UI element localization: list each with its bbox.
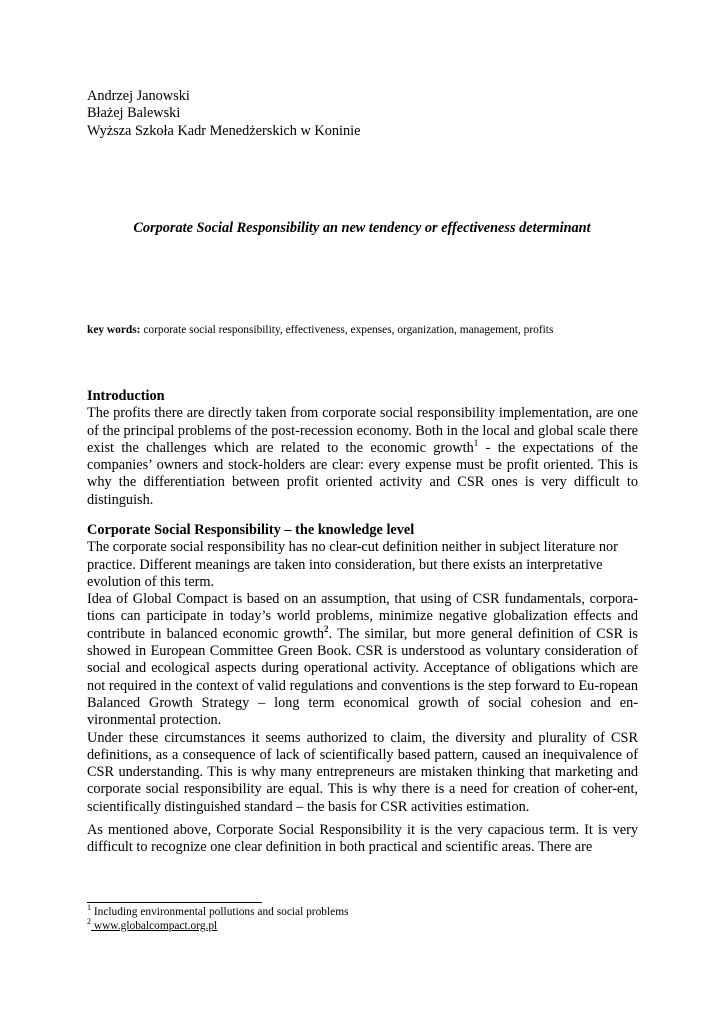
csr-heading: Corporate Social Responsibility – the knowledge level xyxy=(87,522,415,538)
keywords-text: corporate social responsibility, effectiveness, expenses, organization, management, profits xyxy=(140,324,554,336)
csr-paragraph-3: Under these circumstances it seems authorized to claim, the diversity and plurality of CSR definitions, as a consequence of lack of scientifically based pattern, caused an inequivalence of CSR understanding. This is why many entrepreneurs are mistaken thinking that marketing and corporate social responsibility are equal. This is why there is a need for creation of coher-ent, scientifically distinguished standard – the basis for CSR activities estimation. xyxy=(87,729,638,815)
csr-paragraph-1: The corporate social responsibility has no clear-cut definition neither in subject literature nor practice. Different meanings are taken into consideration, but there exists an interpretative evolution of this term. xyxy=(87,539,618,590)
footnote-2 xyxy=(87,916,638,934)
introduction-heading: Introduction xyxy=(87,388,165,404)
author-block xyxy=(87,88,638,140)
footnote-text: Including environmental pollutions and social problems xyxy=(91,906,349,918)
author-name: Andrzej Janowski xyxy=(87,88,190,104)
footnote-number: 2 xyxy=(87,916,91,926)
author-affiliation: Wyższa Szkoła Kadr Menedżerskich w Koninie xyxy=(87,122,361,139)
csr-section xyxy=(87,522,638,816)
paragraph-text: The profits there are directly taken from corporate social responsibility implementation, are one of the principal problems of the post-recession economy. Both in the local and global scale there exist the challenges which are related to the economic growth xyxy=(87,405,638,456)
footnotes xyxy=(87,903,638,933)
keywords-label: key words: xyxy=(87,324,141,336)
author-name: Błażej Balewski xyxy=(87,105,181,122)
csr-paragraph-2 xyxy=(87,591,638,729)
paper-title: Corporate Social Responsibility an new tendency or effectiveness determinant xyxy=(133,220,591,236)
footnote-1 xyxy=(87,903,638,920)
introduction-section xyxy=(87,388,638,509)
introduction-paragraph xyxy=(87,405,638,509)
footnote-number: 1 xyxy=(87,903,91,913)
closing-paragraph: As mentioned above, Corporate Social Responsibility it is the very capacious term. It is very difficult to recognize one clear definition in both practical and scientific areas. There are xyxy=(87,822,638,856)
keywords-line xyxy=(87,322,638,339)
footnote-ref[interactable]: 2 xyxy=(324,624,329,635)
footnote-divider xyxy=(87,902,262,903)
closing-section xyxy=(87,822,638,857)
paragraph-text: - the expectations of the companies’ owners and stock-holders are clear: every expense must be profit oriented. This is why the differentiation between profit oriented activity and CSR ones is very difficult to distinguish. xyxy=(87,439,638,508)
footnote-link[interactable]: www.globalcompact.org.pl xyxy=(91,919,218,932)
footnote-ref[interactable]: 1 xyxy=(473,438,479,449)
paragraph-text: . The similar, but more general definition of CSR is showed in European Committee Green Book. CSR is understood as voluntary consideration of social and ecological aspects during operational activity. Acceptance of obligations which are not required in the context of valid regulations and conventions is the step forward to Eu-ropean Balanced Growth Strategy – long term economical growth of social cohesion and en-vironmental protection. xyxy=(87,625,638,729)
paragraph-text: Idea of Global Compact is based on an assumption, that using of CSR fundamentals, corpora-tions can participate in today’s world problems, minimize negative globalization effects and contribute in balanced economic growth xyxy=(87,591,638,642)
